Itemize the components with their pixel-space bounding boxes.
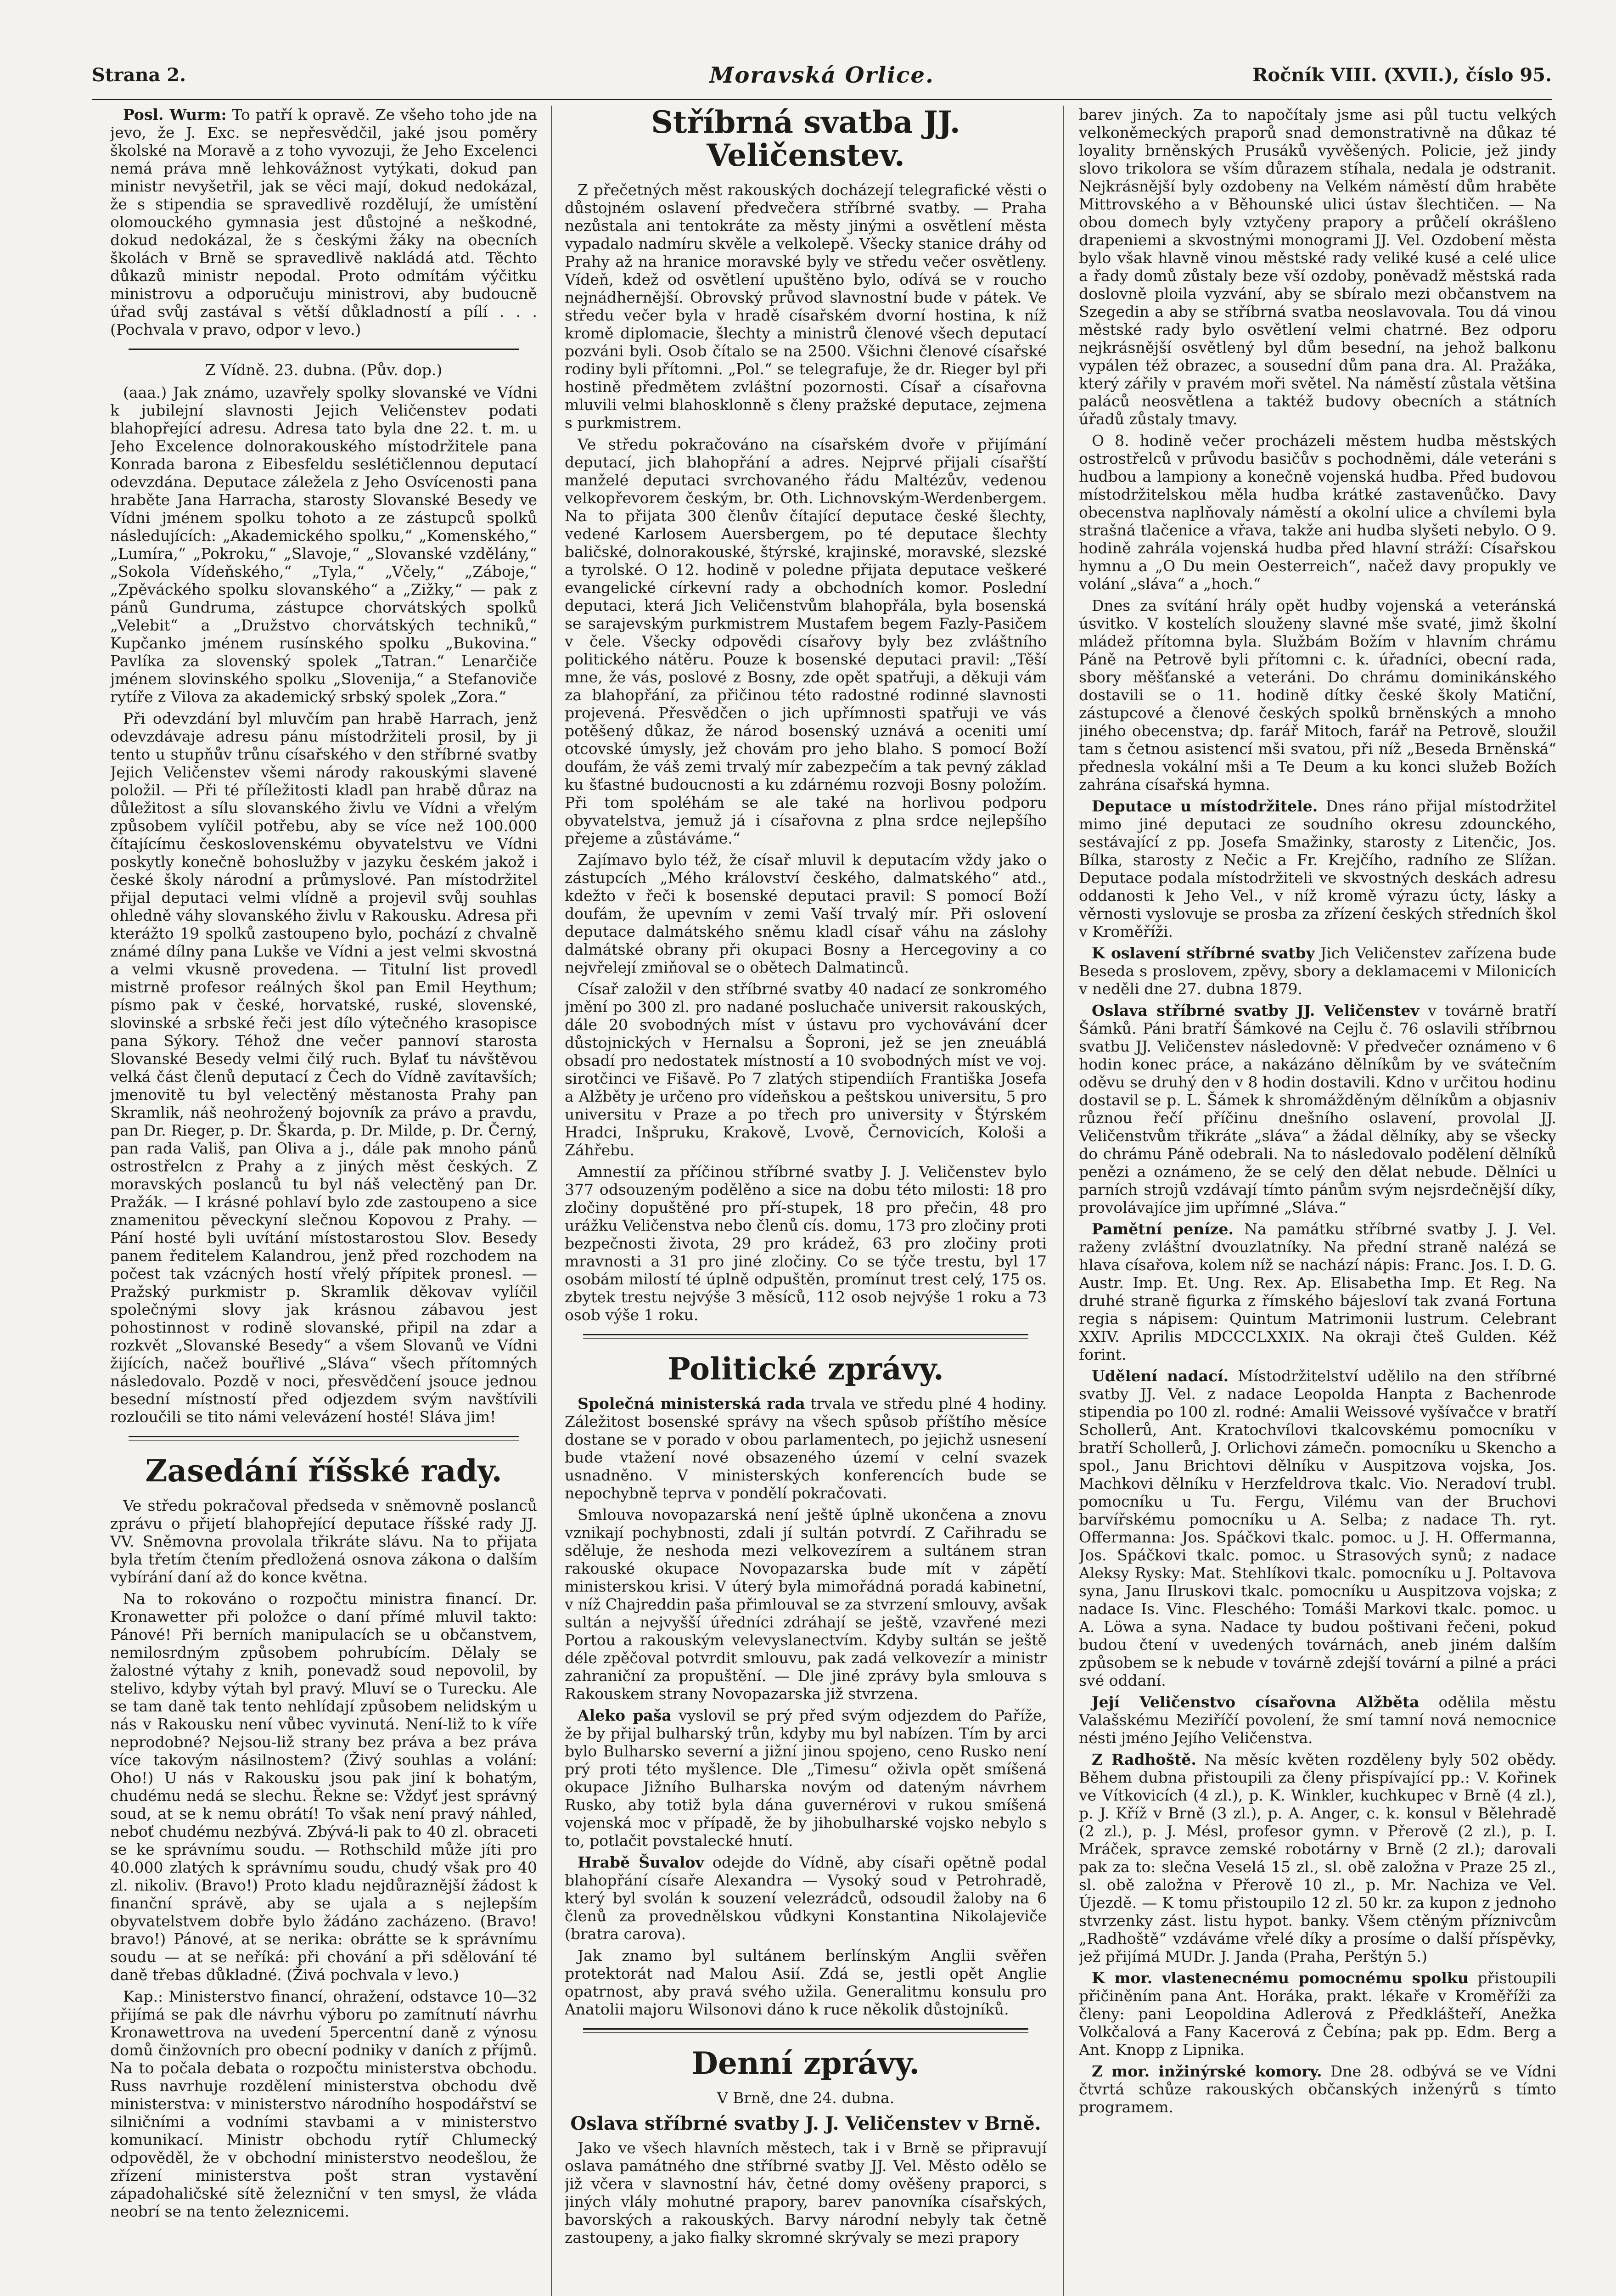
news-lead: Udělení nadací. — [1092, 1367, 1229, 1385]
vienna-paragraph: (aaa.) Jak známo, uzavřely spolky slovanské ve Vídni k jubilejní slavnosti Jejich Veličenstev podati blahopřející adresu. Adresa tato byla dne 22. t. m. u Jeho Excelence dolnorakouského místodržitele pana Konrada barona z Eibesfeldu seslétičlennou deputací odevzdána. Deputace záležela z Jeho Osvícenosti pana hraběte Jana Harracha, starosty Slovanské Besedy ve Vídni jménem spolku tohoto a ze zástupců spolků následujících: „Akademického spolku,“ „Komenského,“ „Lumíra,“ „Pokroku,“ „Slavoje,“ „Slovanské vzdělány,“ „Sokola Vídeňského,“ „Tyla,“ „Včely,“ „Záboje,“ „Zpěváckého spolku slovanského“ a „Zižky,“ — pak z pánů Gundruma, zástupce chorvátských spolků „Velebit“ a „Družstvo chorvátských techniků,“ Kupčanko jménem rusínského spolku „Bukovina.“ Pavlíka za slovenský spolek „Tatran.“ Lenarčiče jménem slovinského spolku „Slovenija,“ a Stefanoviče rytíře z Vilova za akademický srbský spolek „Zora.“ — [110, 383, 537, 706]
vienna-dateline: Z Vídně. 23. dubna. (Pův. dop.) — [205, 361, 443, 379]
page-header — [92, 64, 1552, 101]
politics-paragraph — [565, 1706, 1047, 1850]
politics-title: Politické zprávy. — [668, 1351, 944, 1387]
reichsrat-title: Zasedání říšské rady. — [145, 1453, 502, 1489]
politics-paragraph — [565, 1947, 1047, 2018]
column-3 — [1079, 106, 1556, 2296]
news-text: Na měsíc květen rozděleny byly 502 obědy. Během dubna přistoupili za členy přispívající pp.: V. Kořinek ve Vítkovicích (4 zl.), p. K. Winkler, kuchkupec v Brně (4 zl.), p. J. Kříž v Brně (3 zl.), p. A. Anger, c. k. konsul v Bělehradě (2 zl.), p. J. Mésl, profesor gymn. v Přerově (2 zl.), p. I. Mráček, spravce zemské robotárny v Brně (2 zl.); darovali pak za to: slečna Veselá 15 zl., sl. obě založna v Praze 25 zl., sl. obě založna v Přerově 10 zl., p. Mr. Nachiza ve Vel. Újezdě. — K tomu přistoupilo 12 zl. 50 kr. za kupon z jednoho stvrzenky zást. listu hypot. banky. Všem ctěným příznivcům „Radhoště“ vzdáváme vřelé díky a prosíme o další příspěvky, jež přijímá MUDr. J. Janda (Praha, Perštýn 5.) — [1079, 1750, 1556, 1965]
news-text: přistoupili přičiněním pana Ant. Horáka, prakt. lékaře v Kroměříži za členy: pani Leopoldina Adlerová z Předklášteří, Anežka Volkčalová a Fany Kacerová z Čebína; pak pp. Edm. Berg a Ant. Knopp z Lipnika. — [1079, 1969, 1556, 2059]
news-text: Místodržitelství udělilo na den stříbrné svatby JJ. Vel. z nadace Leopolda Hanpta z Bachenrode stipendia po 100 zl. rodné: Amalii Weissové vyšívačce v bratří Schollerů, Ant. Kratochvílovi tkalcovskému pomocníku v bratří Schollerů, J. Orlichovi zámečn. pomocníku u Skencho a spol., Janu Brichtovi dělníku v Auspitzova vojska, Jos. Machkovi dělníku v Herzfeldrova tkalc. Vio. Neradoví trubl. pomocníku u Tu. Fergu, Vilému van der Bruchovi barvířskému pomocníku u A. Selba; z nadace Th. ryt. Offermanna: Jos. Spáčkovi tkalc. pomoc. u J. H. Offermanna, Jos. Spáčkovi tkalc. pomoc. u Strasových synů; z nadace Aleksy Rysky: Mat. Stehlíkovi tkalc. pomocníku u J. Poltavova syna, Janu Ilruskovi tkalc. pomocníku u Auspitzova vojska; z nadace Is. Vinc. Fleschého: Tomáši Markovi tkalc. pomoc. u A. Löwa a syna. Nadace ty budou poštivani řečeni, pokud budou čtení v uvedených továrnách, aneb jiném dalším způsobem se k nebude v továrně zdejší tovární a pilné a práci své oddaní. — [1079, 1367, 1556, 1689]
column-1 — [110, 106, 537, 2296]
reichsrat-paragraph: Kap.: Ministerstvo financí, ohražení, odstavce 10—32 přijímá se pak dle návrhu výboru po zamítnutí návrhu Kronawettrova na uvedení 5percentní daně z výnosu domů činžovních pro obecní podniky v daních z příjmů. Na to počala debata o rozpočtu ministerstva obchodu. Russ navrhuje rozdělení ministerstva obchodu dvě ministerstva: v ministerstvo národního hospodářství se silničními a vodními stavbami a v ministerstvo komunikací. Ministr obchodu rytíř Chlumecký odpověděl, že v obchodní ministerstvo neodešlou, že zřízení ministerstva pošt stran vystavění západohaličské sítě železniční v ten smysl, že vláda neobrí se na tento železnicemi. — [110, 1987, 537, 2220]
politics-text: Jak znamo byl sultánem berlínským Anglii svěřen protektorát nad Malou Asií. Zdá se, jestli opět Anglie opatrnost, aby pravá svého užila. Generalitmu konsulu pro Anatolii majoru Wilsonovi dáno k ruce několik důstojníků. — [565, 1947, 1047, 2018]
news-item — [1079, 432, 1556, 593]
news-lead: K oslavení stříbrné svatby — [1092, 944, 1315, 962]
silver-wedding-title: Stříbrná svatba JJ. Veličenstev. — [651, 106, 960, 173]
news-text: odělila městu Valašskému Meziříčí povolení, že smí tamní nová nemocnice nésti jméno Jejího Veličenstva. — [1079, 1693, 1556, 1747]
news-lead: K mor. vlastenecnému pomocnému spolku — [1092, 1969, 1469, 1987]
politics-lead: Společná ministerská rada — [578, 1395, 805, 1412]
section-divider — [583, 1334, 1028, 1339]
news-lead: Deputace u místodržitele. — [1092, 797, 1318, 815]
politics-text: trvala ve středu plné 4 hodiny. Záležitost bosenské správy na všech spůsob příštího měsíce dostane se v porado v obou parlamentech, po jejichž usnesení bude vtažení nové obsazeného území v celní svazek usnadněno. V ministerských konferencích bude se nepochybně teprva v pondělí pokračovati. — [565, 1395, 1047, 1502]
news-item — [1079, 1367, 1556, 1689]
reichsrat-paragraph: Na to rokováno o rozpočtu ministra financí. Dr. Kronawetter při položce o daní přímé mluvil takto: Pánové! Při berních manipulacích se u občanstvem, nemilosrdným způsobem pohrubícím. Dělaly se žalostné výtahy z knih, ponevadž soud nepovolil, by stelivo, kdyby výtah byl pravý. Mluví se o Turecku. Ale se tam daně tak tento nehlídají způsobem nelidským u nás v Rakousku není vůbec vyvinutá. Není-liž to k víře neprodobné? Nejsou-liž strany bez práva a bez práva více takovým násilnostem? (Živý souhlas a volání: Oho!) U nás v Rakousku jsou pak jiní k bohatým, chudému nedá se slechu. Řekne se: Vždyť jest správný soud, at se k nemu obrátí! To však není pravý náhled, neboť chudému nezbývá. Zbývá-li pak to 40 zl. obraceti se ke správnímu soudu. — Rothschild může jíti pro 40.000 zlatých k správnímu soudu, chudý však pro 40 zl. nikoliv. (Bravo!) Proto kladu nejdůraznější žádost k finanční správě, aby se ujala a s nejlepším obyvatelstvem dobře bylo žádáno zacházeno. (Bravo! bravo!) Pánové, at se nerika: obrátte se k správnímu soudu — at se neříká: při chování a při sdělování té daně třebas důkladné. (Živá pochvala v levo.) — [110, 1590, 537, 1984]
daily-news-subtitle: Oslava stříbrné svatby J. J. Veličenstev v Brně. — [570, 2113, 1041, 2134]
news-text: Dnes za svítání hrály opět hudby vojenská a veteránská úsvitko. V kostelích slouženy slavné mše svaté, jimž školní mládež přítomna byla. Službám Božím v hlavním chrámu Páně na Petrově byli přítomni c. k. úřadníci, obecní rada, sbory měšťanské a veteráni. Do chrámu dominikánského dostavili se o 11. hodině dítky české školy Matiční, zástupcové a členové českých spolků brněnských a mnoho jiného obecenstva; dp. farář Mitoch, farář na Petrově, sloužil tam s četnou asistencí mši svatou, při níž „Beseda Brněnská“ přednesla vokální mši a Te Deum a ku konci služeb Božích zahrána císařská hymna. — [1079, 597, 1556, 793]
news-item — [1079, 1220, 1556, 1363]
issue-info: Ročník VIII. (XVII.), číslo 95. — [1252, 64, 1552, 86]
silver-wedding-paragraph: Ve středu pokračováno na císařském dvoře v přijímání deputací, jich blahopřání a adres. Nejprvé přijali císařští manželé deputaci svrchovaného řádu Maltézův, vedenou velkopřevorem českým, br. Oth. Lichnovským-Werdenbergem. Na to přijata 300 členův čítající deputace české šlechty, vedené Karlosem Auersbergem, po té deputace šlechty baličské, dolnorakouské, štýrské, krajinské, moravské, slezské a tyrolské. O 12. hodině v poledne přijata deputace veškeré evangelické církevní rady a obchodních komor. Poslední deputaci, která Jich Veličenstvům blahopřála, byla bosenská se sarajevským purkmistrem Mustafem begem Fazly-Pasičem v čele. Všecky odpovědi císařovy byly bez zvláštního politického nátěru. Pouze k bosenské deputaci pravil: „Těší mne, že vás, poslové z Bosny, zde opět spatřuji, a děkuji vám za blahopřání, za přičinou této radostné rodinné slavnosti projevená. Přesvědčen o jich upřímnosti spatřuji ve vás potěšený důkaz, že národ bosenský uznává a oceniti umí otcovské úmysly, jež chovám pro jeho blaho. S pomocí Boží doufám, že váš zemi trvalý mír zabezpečím a tak pevný základ ku šťastné budoucnosti a ku zdárnému rozvoji Bosny položím. Při tom spoléhám se ale také na horlivou podporu obyvatelstva, jemuž já i císařovna z plna srdce nejlepšího přejeme a zůstáváme.“ — [565, 435, 1047, 847]
vienna-paragraph: Při odevzdání byl mluvčím pan hrabě Harrach, jenž odevzdávaje adresu pánu místodržiteli prosil, by ji tento u stupňův trůnu císařského v den stříbrné svatby Jejich Veličenstev všemi národy rakouskými slavené položil. — Při té příležitosti kladl pan hrabě důraz na důležitost a sílu slovanského živlu ve Vídni a vřelým způsobem vylíčil potřebu, aby se více než 100.000 čítajícímu československému obyvatelstvu ve Vídni poskytly konečně bohoslužby v jazyku českém jakož i české školy národní a průmyslové. Pan místodržitel přijal deputaci velmi vlídně a projevil svůj souhlas ohledně váhy slovanského živlu v Rakousku. Adresa při kterážto 19 spolků zastoupeno bylo, pochází z chvalně známé dílny pana Lukše ve Vídni a jest velmi skvostná a velmi vkusně provedena. — Titulní list provedl mistrně profesor reálných škol pan Emil Heythum; písmo pak v české, horvatské, ruské, slovenské, slovinské a srbské řeči jest dílo výtečného krasopisce pana Sýkory. Téhož dne večer pannoví starosta Slovanské Besedy velmi čilý ruch. Bylať tu návštěvou velká část členů deputací z Čech do Vídně zavítavších; jmenovitě tu byl velectěný městanosta Prahy pan Skramlik, náš neohrožený bojovník za právo a pravdu, pan Dr. Rieger, p. Dr. Škarda, p. Dr. Milde, p. Dr. Černý, pan rada Vališ, pan Oliva a j., dále pak mnoho pánů ostrostřelcn z Prahy a z jiných měst českých. Z moravských poslanců tu byl náš velectěný pan Dr. Pražák. — I krásné pohlaví bylo zde zastoupeno a sice znamenitou pěveckyní slečnou Kopovou z Prahy. — Pání hosté byli uvítání místostarostou Slov. Besedy panem ředitelem Kalandrou, jenž před rozchodem na počest tak vzácných hostí vřelý přípitek pronesl. — Pražský purkmistr p. Skramlik děkovav vylíčil společnými slovy jak krásnou zábavou jest pohostinnost v rodině slovanské, připil na zdar a rozkvět „Slovanské Besedy“ a všem Slovanů ve Vídni žijících, načež bouřlivé „Sláva“ všech přítomných následovalo. Pozdě v noci, přesvědčení jsouce jednou besední místností před odjezdem svým navštívili rozloučili se tito námi velevázení hosté! Sláva jim! — [110, 709, 537, 1426]
intro-paragraph — [110, 106, 537, 338]
section-divider — [583, 2028, 1028, 2033]
politics-text: Smlouva novopazarská není ještě úplně ukončena a znovu vznikají pochybnosti, zdali jí sultán potvrdí. Z Cařihradu se sděluje, že neshoda mezi velkovezírem a sultánem stran rakouské okupace Novopazarska bude mít v zápětí ministerskou krisi. V úterý byla mimořádná poradá kabinetní, v níž Chajreddin paša přimlouval se za stvrzení smlouvy, avšak sultán a nejvyšší úředníci zdráhají se ještě, vzavřené mezi Portou a rakouským velevyslanectvím. Kdyby sultán se ještě déle zpěčoval potvrdit smlouvu, pak zadá velkovezír a ministr zahraniční za propuštění. — Dle jiné zprávy byla smlouva s Rakouskem strany Novopazarska již stvrzena. — [565, 1506, 1047, 1703]
newspaper-title: Moravská Orlice. — [709, 62, 934, 88]
politics-lead: Aleko paša — [578, 1706, 672, 1724]
news-lead: Její Veličenstvo císařovna Alžběta — [1092, 1693, 1420, 1711]
intro-text: To patří k opravě. Ze všeho toho jde na jevo, že J. Exc. se nepřesvědčil, jaké jsou poměry školské na Moravě a z toho vyvozuji, že Jeho Excelenci nemá práva mně lehkovážnost vytýkati, dokud pan ministr nevyšetřil, jak se věci mají, dokud nedokázal, že s stipendia se spravedlivě rozdělují, že umístění olomouckého gymnasia jest důstojné a neškodné, dokud nedokázal, že s českými žáky na obecních školách v Brně se spravedlivě nakládá atd. Těchto důkazů ministr nepodal. Proto odmítám výčitku ministrovu a odporučuju ministrovi, aby budoucně úřad svůj zastával s větší důkladností a pílí . . . (Pochvala v pravo, odpor v levo.) — [110, 106, 537, 338]
column-divider — [551, 106, 552, 2296]
news-item — [1079, 597, 1556, 793]
news-lead: Z mor. inžinýrské komory. — [1092, 2062, 1322, 2080]
header-rule — [92, 99, 1552, 100]
news-item — [1079, 1002, 1556, 1216]
news-text: Dne 28. odbývá se ve Vídni čtvrtá schůze rakouských občanských inženýrů s tímto programem. — [1079, 2062, 1556, 2116]
daily-news-title: Denní zprávy. — [691, 2045, 920, 2081]
news-text: barev jiných. Za to napočítaly jsme asi půl tuctu velkých velkoněmeckých praporů snad demonstrativně na důkaz té loyality brněnských Prusáků vyvěšených. Policie, jež jindy slovo trikolora se vším důrazem stíhala, nedala je odstranit. Nejkrásnější byly ozdobeny na Velkém náměstí dům hraběte Mittrovského a v Běhounské ulici ústav šlechtičen. — Na obou domech byly vztyčeny prapory a průčelí okrášleno drapeniemi a skvostnými monogrami JJ. Vel. Ozdobení města bylo však hlavně vinou městské rady veliké kusé a celé ulice a řady domů zůstaly beze vší ozdoby, poněvadž městská rada doslovně ploila vyzvání, aby se sbíralo mezi občanstvem na Szegedin a aby se stříbrná svatba neoslavovala. Tou dá vinou městské rady bylo osvětlení velmi chatrné. Bez odporu nejkrásnější osvětlený byl dům besední, na jehož balkonu vypálen též obrazec, a sousední dům pana dra. Al. Pražáka, který zářily v pravém moři světel. Na náměstí zůstala většina paláců neosvětlena a taktéž budovy obecních a státních úřadů zůstaly tmavy. — [1079, 106, 1556, 428]
politics-paragraph — [565, 1506, 1047, 1703]
news-lead: Pamětní peníze. — [1092, 1220, 1234, 1238]
news-item — [1079, 1750, 1556, 1965]
reichsrat-paragraph: Ve středu pokračoval předseda v sněmovně poslanců zprávu o přijetí blahopřející deputace říšské rady JJ. VV. Sněmovna provolala třikráte slávu. Na to přijata byla třetím čtením předložená osnova zákona o dalším vybírání daní až do konce května. — [110, 1497, 537, 1586]
daily-news-dateline: V Brně, dne 24. dubna. — [717, 2089, 895, 2107]
politics-text: odejde do Vídně, aby císaři opětně podal blahopřání císaře Alexandra — Vysoký soud v Petrohradě, který byl svolán k souzení velezrádců, odsoudil žaloby na 6 členů za provednělskou vůdkyni Konstantina Nikolajeviče (bratra carova). — [565, 1853, 1047, 1943]
news-item — [1079, 797, 1556, 940]
politics-text: vyslovil se prý před svým odjezdem do Paříže, že by přijal bulharský trůn, kdyby mu byl nabízen. Tím by arci bylo Bulharsko severní a jižní jinou spojeno, ceno Rusko není prý proti této myšlence. Dle „Timesu“ oživla opět smíšená okupace Jižního Bulharska novým od dateným návrhem Rusko, aby totiž byla dána guvernérovi v rukou smíšená vojenská moc v případě, že by jihobulharské vojsko nebylo s to, potlačit povstalecké hnutí. — [565, 1706, 1047, 1850]
news-text: Jich Veličenstev zařízena bude Beseda s proslovem, zpěvy, sbory a deklamacemi v Milonicích v neděli dne 27. dubna 1879. — [1079, 944, 1556, 998]
intro-prefix: Posl. Wurm: — [123, 106, 227, 124]
politics-paragraph — [565, 1853, 1047, 1943]
news-item — [1079, 1969, 1556, 2059]
news-lead: Z Radhoště. — [1092, 1750, 1196, 1768]
silver-wedding-paragraph: Zajímavo bylo též, že císař mluvil k deputacím vždy jako o zástupcích „Mého království českého, dalmatského“ atd., kdežto v řeči k bosenské deputaci pravil: S pomocí Boží doufám, že upevním v zemi Vaší trvalý mír. Při oslovení deputace dalmátského sněmu kladl císař váhu na záslohy dalmátské obrany při okupaci Bosny a Hercegoviny a co nejvřelejí zmiňoval se o obětech Dalmatinců. — [565, 851, 1047, 976]
news-lead: Oslava stříbrné svatby JJ. Veličenstev — [1092, 1002, 1420, 1019]
news-text: v továrně bratří Šámků. Páni bratří Šámkové na Cejlu č. 76 oslavili stříbrnou svatbu JJ. Veličenstev následovně: V předvečer oznámeno v 6 hodin konec práce, a nakázáno dělníkům by ve svátečním oděvu se druhý den v 8 hodin dostavili. Kdno v určitou hodinu dostavil se p. L. Šámek k shromážděným dělníkům a objasniv různou řečí příčinu dnešního oslavení, provolal JJ. Veličenstvům třikráte „sláva“ a žádal dělníky, aby se všecky do chrámu Páně odebrali. Na to následovalo podělení dělníků penězi a oznámeno, že se celý den dělat nebude. Dělníci u parních strojů vzdávají tímto pánům svým nejsrdečnější díky, provolávajíce jim upřímné „Sláva.“ — [1079, 1002, 1556, 1216]
daily-news-paragraph: Jako ve všech hlavních městech, tak i v Brně se připravují oslava památného dne stříbrné svatby JJ. Vel. Město odělo se již včera v slavnostní háv, četné domy ověšeny praporci, s jiných vlály mohutné prapory, barev panovníka císařských, bavorských a rakouských. Barvy národní nebyly tak četně zastoupeny, a jako fialky skromné skrývaly se mezi prapory — [565, 2139, 1047, 2246]
news-item — [1079, 2062, 1556, 2116]
news-text: O 8. hodině večer procházeli městem hudba městských ostrostřelců v průvodu basičův s pochodněmi, dále veteráni s hudbou a lampiony a konečně vojenská hudba. Před budovou místodržitelskou měla hudba krátké zastavenůčko. Davy obecenstva naplňovaly náměstí a okolní ulice a chvílemi byla strašná tlačenice a vřava, takže ani hudba slyšeti nebylo. O 9. hodině zahrála vojenská hudba před hlavní stráží: Císařskou hymnu a „O Du mein Oesterreich“, načež davy propukly ve volání „sláva“ a „hoch.“ — [1079, 432, 1556, 593]
silver-wedding-paragraph: Z přečetných měst rakouských docházejí telegrafické věsti o důstojném oslavení předvečera stříbrné svatby. — Praha nezůstala ani tentokráte za městy jinými a osvětlení města vypadalo nadmíru skvěle a velkolepě. Všecky stanice dráhy od Prahy až na hranice moravské byly ve středu večer osvětleny. Vídeň, kdež od osvětlení upuštěno bylo, odívá se v roucho nejnádhernější. Obrovský průvod slavnostní bude v pátek. Ve středu večer byla v hradě císařském dvorní hostina, k níž kromě diplomacie, šlechty a ministrů členové všech deputací pozváni byli. Osob čítalo se na 2500. Všichni členové císařské rodiny byli přítomni. „Pol.“ se telegrafuje, že dr. Rieger byl při hostině předmětem zvláštní pozornosti. Císař a císařovna mluvili velmi blahosklonně s členy pražské deputace, zejmena s purkmistrem. — [565, 181, 1047, 432]
news-text: Dnes ráno přijal místodržitel mimo jiné deputaci ze soudního okresu zdounckého, sestávající z pp. Josefa Smažinky, starosty z Litenčic, Jos. Bílka, starosty z Nečic a Fr. Krejčího, radního ze Slížan. Deputace podala místodržiteli ve skvostných deskách adresu oddanosti k Jeho Vel., v níž kromě výrazu úcty, lásky a věrnosti vyslovuje se prosba za zřízení českých středních škol v Kroměříži. — [1079, 797, 1556, 940]
silver-wedding-paragraph: Císař založil v den stříbrné svatby 40 nadací ze sonkromého jmění po 300 zl. pro nadané posluchače universit rakouských, dále 20 svobodných míst v ústavu pro vychovávání dcer důstojnických v Hernalsu a Šoproni, jež se jen zneuáblá obsadí pro nedostatek místností a 10 svobodných míst ve voj. sirotčinci ve Fišavě. Po 7 zlatých stipendiích Františka Josefa a Alžběty je určeno pro vídeňskou a peštskou universitu, 5 pro universitu v Praze a po třech pro university v Štýrském Hradci, Inšpruku, Krakově, Lvově, Černovicích, Kološi a Záhřebu. — [565, 980, 1047, 1159]
news-text: Na památku stříbrné svatby J. J. Vel. raženy zvláštní dvouzlatníky. Na přední straně nalézá se hlava císařova, kolem níž se nachází nápis: Franc. Jos. I. D. G. Austr. Imp. Et. Ung. Rex. Ap. Elisabetha Imp. Et Reg. Na druhé straně figurka z římského bájesloví tak zvaná Fortuna regia s nápisem: Quintum Matrimonii lustrum. Celebrant XXIV. Aprilis MDCCCLXXIX. Na okraji čteš Gulden. Kéž forint. — [1079, 1220, 1556, 1363]
page-number: Strana 2. — [92, 64, 186, 86]
politics-lead: Hrabě Šuvalov — [578, 1853, 704, 1871]
politics-paragraph — [565, 1395, 1047, 1502]
news-item — [1079, 106, 1556, 428]
column-divider — [1063, 106, 1064, 2296]
section-divider — [129, 1436, 519, 1441]
news-item — [1079, 1693, 1556, 1747]
silver-wedding-paragraph: Amnestií za příčinou stříbrné svatby J. J. Veličenstev bylo 377 odsouzeným podělěno a sice na dobu této milosti: 18 pro zločiny dopuštěné pro pří-stupek, 18 pro přečin, 48 pro urážku Veličenstva nebo členů cís. domu, 173 pro zločiny proti bezpečnosti života, 29 pro krádež, 63 pro zločiny proti mravnosti a 31 pro jiné zločiny. Co se týče trestu, byl 17 osobám milostí té úplně odpuštěn, promínut trest celý, 175 os. zbytek trestu nejvýše 3 měsíců, 112 osob nejvýše 1 roku a 73 osob výše 1 roku. — [565, 1163, 1047, 1324]
column-2 — [565, 106, 1047, 2296]
section-divider — [129, 349, 519, 351]
news-item — [1079, 944, 1556, 998]
